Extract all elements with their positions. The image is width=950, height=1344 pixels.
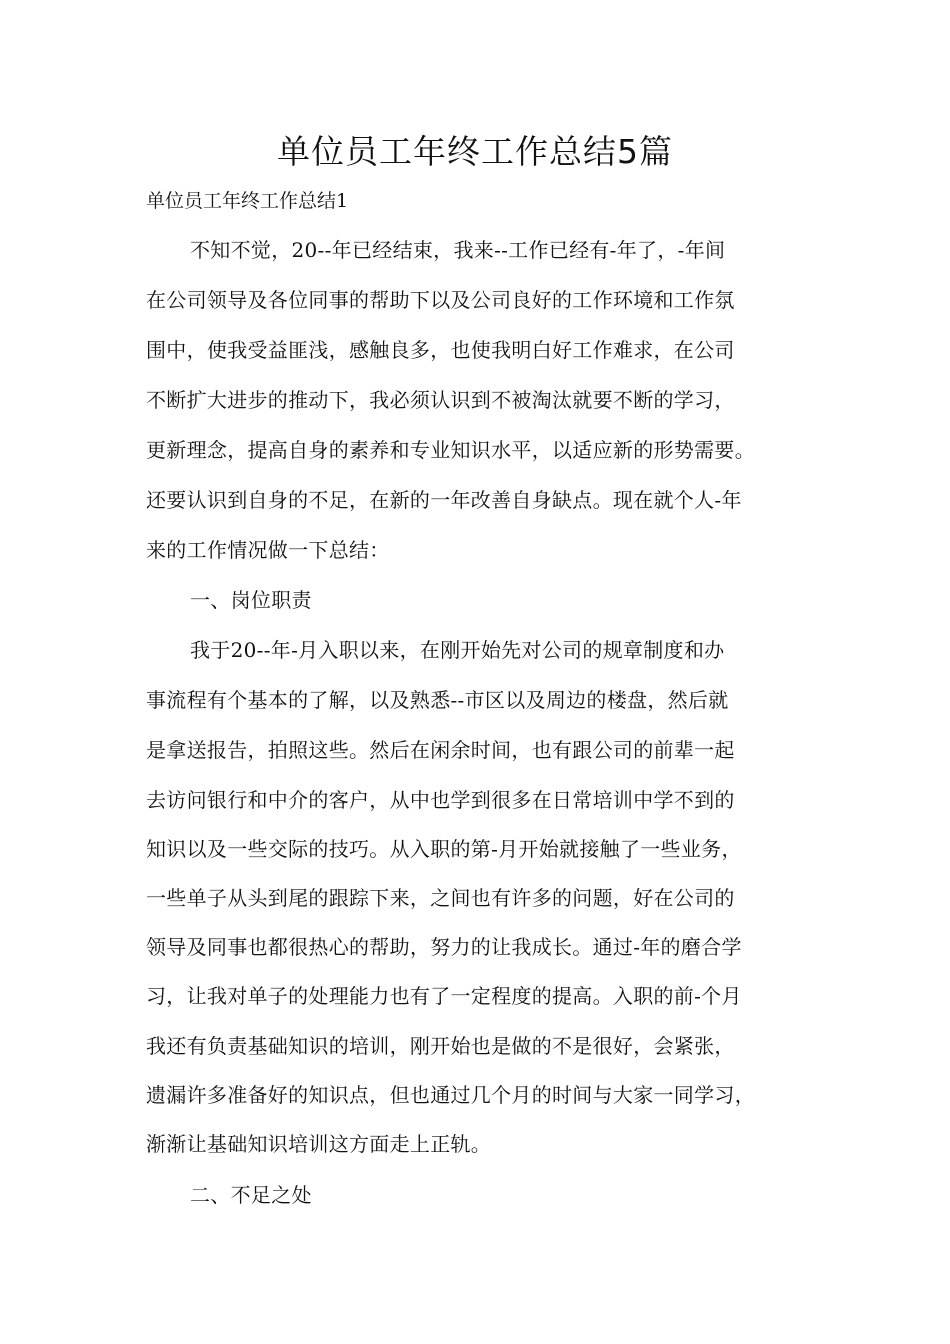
- document-subtitle: 单位员工年终工作总结1: [146, 190, 349, 212]
- paragraph-line: 事流程有个基本的了解，以及熟悉--市区以及周边的楼盘，然后就: [146, 688, 729, 712]
- paragraph-line: 去访问银行和中介的客户，从中也学到很多在日常培训中学不到的: [146, 788, 735, 812]
- paragraph-line: 我于20--年-月入职以来，在刚开始先对公司的规章制度和办: [190, 638, 725, 662]
- paragraph-line: 还要认识到自身的不足，在新的一年改善自身缺点。现在就个人-年: [146, 488, 742, 512]
- section-heading: 一、岗位职责: [190, 588, 312, 612]
- paragraph-line: 习，让我对单子的处理能力也有了一定程度的提高。入职的前-个月: [146, 984, 742, 1008]
- paragraph-line: 知识以及一些交际的技巧。从入职的第-月开始就接触了一些业务，: [146, 837, 742, 861]
- paragraph-line: 领导及同事也都很热心的帮助，努力的让我成长。通过-年的磨合学: [146, 935, 742, 959]
- paragraph-line: 不知不觉，20--年已经结束，我来--工作已经有-年了，-年间: [190, 238, 726, 262]
- paragraph-line: 围中，使我受益匪浅，感触良多，也使我明白好工作难求，在公司: [146, 338, 735, 362]
- paragraph-line: 来的工作情况做一下总结：: [146, 538, 390, 562]
- paragraph-line: 是拿送报告，拍照这些。然后在闲余时间，也有跟公司的前辈一起: [146, 738, 735, 762]
- paragraph-line: 渐渐让基础知识培训这方面走上正轨。: [146, 1132, 492, 1156]
- paragraph-line: 在公司领导及各位同事的帮助下以及公司良好的工作环境和工作氛: [146, 288, 735, 312]
- section-heading: 二、不足之处: [190, 1183, 312, 1207]
- paragraph-line: 一些单子从头到尾的跟踪下来，之间也有许多的问题，好在公司的: [146, 886, 735, 910]
- paragraph-line: 遗漏许多准备好的知识点，但也通过几个月的时间与大家一同学习，: [146, 1083, 755, 1107]
- paragraph-line: 不断扩大进步的推动下，我必须认识到不被淘汰就要不断的学习，: [146, 388, 735, 412]
- document-title: 单位员工年终工作总结5篇: [277, 132, 673, 171]
- paragraph-line: 更新理念，提高自身的素养和专业知识水平，以适应新的形势需要。: [146, 438, 755, 462]
- paragraph-line: 我还有负责基础知识的培训，刚开始也是做的不是很好，会紧张，: [146, 1034, 735, 1058]
